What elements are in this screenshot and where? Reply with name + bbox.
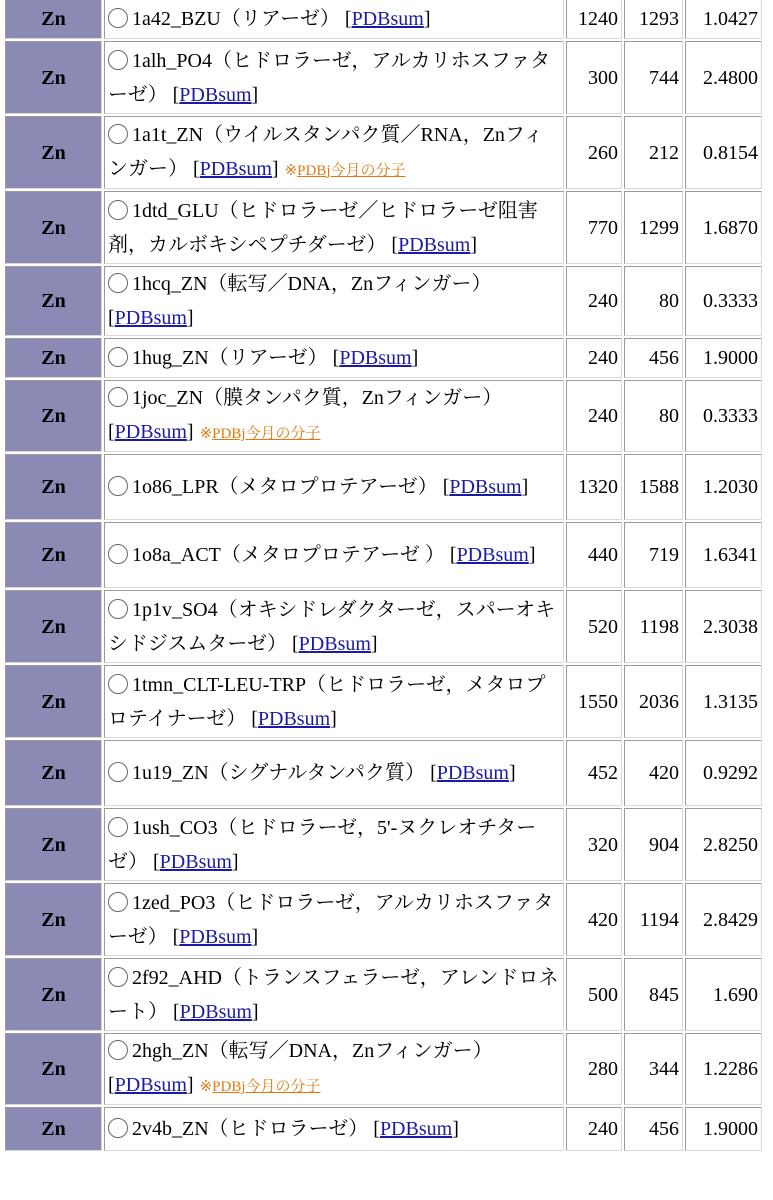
description-cell (104, 338, 564, 378)
count-cell-2: 1588 (624, 454, 683, 520)
count-cell-2: 1198 (624, 590, 683, 663)
entry-description: 1dtd_GLU（ヒドロラーゼ／ヒドロラーゼ阻害剤，カルボキシペプチダーゼ） (108, 199, 538, 256)
element-cell: Zn (5, 883, 102, 956)
pdbsum-link[interactable]: PDBsum (179, 83, 252, 106)
bracket-open: [ (292, 632, 299, 655)
count-cell-1: 1550 (566, 665, 622, 738)
table-row (5, 338, 762, 378)
ratio-cell: 1.9000 (685, 338, 762, 378)
count-cell-1: 240 (566, 380, 622, 452)
molecule-of-month-link[interactable]: PDBj今月の分子 (212, 426, 321, 442)
bracket-open: [ (251, 707, 258, 730)
count-cell-1: 1320 (566, 454, 622, 520)
entry-description: 1o8a_ACT（メタロプロテアーゼ ） (132, 544, 445, 566)
entry-description: 2v4b_ZN（ヒドロラーゼ） (132, 1118, 369, 1140)
select-radio[interactable] (108, 674, 128, 694)
bracket-close: ] (186, 307, 194, 329)
ratio-cell: 1.6341 (685, 522, 762, 588)
bracket-open: [ (373, 1118, 380, 1140)
count-cell-2: 212 (624, 116, 683, 189)
entry-description: 1zed_PO3（ヒドロラーゼ，アルカリホスファターゼ） (108, 891, 554, 948)
count-cell-1: 280 (566, 1033, 622, 1105)
pdbsum-link[interactable]: PDBsum (199, 157, 272, 180)
select-radio[interactable] (108, 50, 128, 70)
entry-description: 1p1v_SO4（オキシドレダクターゼ，スパーオキシドジスムターゼ） (108, 598, 556, 655)
count-cell-2: 344 (624, 1033, 683, 1105)
bracket-open: [ (332, 347, 340, 369)
ratio-cell: 0.8154 (685, 116, 762, 189)
description-cell (104, 522, 564, 588)
count-cell-2: 1293 (624, 0, 683, 39)
element-cell: Zn (5, 41, 102, 114)
description-cell (104, 454, 564, 520)
pdbsum-link[interactable]: PDBsum (436, 762, 509, 784)
entry-description: 1a1t_ZN（ウイルスタンパク質／RNA，Znフィンガー） (108, 123, 544, 180)
entry-description: 1a42_BZU（リアーゼ） (132, 8, 340, 30)
bracket-open: [ (108, 307, 115, 329)
table-row (5, 380, 762, 452)
bracket-open: [ (449, 544, 457, 566)
element-cell: Zn (5, 338, 102, 378)
select-radio[interactable] (108, 762, 128, 782)
ratio-cell: 0.3333 (685, 380, 762, 452)
entry-description: 2hgh_ZN（転写／DNA，Znフィンガー） (132, 1040, 493, 1062)
bracket-close: ] (330, 707, 337, 730)
bracket-open: [ (391, 233, 399, 256)
element-cell: Zn (5, 116, 102, 189)
pdbsum-link[interactable]: PDBsum (257, 707, 331, 730)
ligand-table (3, 0, 764, 1153)
table-row (5, 808, 762, 881)
description-cell (104, 958, 564, 1031)
table-row (5, 116, 762, 189)
count-cell-1: 320 (566, 808, 622, 881)
pdbsum-link[interactable]: PDBsum (449, 476, 522, 498)
select-radio[interactable] (108, 273, 128, 293)
ratio-cell: 1.9000 (685, 1107, 762, 1151)
molecule-of-month-note (200, 426, 321, 442)
ratio-cell: 1.690 (685, 958, 762, 1031)
count-cell-1: 1240 (566, 0, 622, 39)
molecule-of-month-link[interactable]: PDBj今月の分子 (212, 1079, 321, 1095)
entry-description: 1o86_LPR（メタロプロテアーゼ） (132, 476, 438, 498)
table-row (5, 665, 762, 738)
description-cell (104, 116, 564, 189)
pdbsum-link[interactable]: PDBsum (114, 421, 187, 443)
bracket-close: ] (186, 1074, 194, 1096)
element-cell: Zn (5, 808, 102, 881)
element-cell: Zn (5, 665, 102, 738)
ratio-cell: 0.3333 (685, 266, 762, 336)
pdbsum-link[interactable]: PDBsum (379, 1118, 453, 1140)
element-cell: Zn (5, 958, 102, 1031)
table-row (5, 1033, 762, 1105)
element-cell: Zn (5, 454, 102, 520)
bracket-close: ] (231, 850, 239, 873)
select-radio[interactable] (108, 967, 128, 987)
bracket-open: [ (108, 421, 115, 443)
table-row (5, 958, 762, 1031)
count-cell-1: 240 (566, 1107, 622, 1151)
bracket-close: ] (370, 632, 378, 655)
pdbsum-link[interactable]: PDBsum (159, 850, 232, 873)
description-cell (104, 1107, 564, 1151)
pdbsum-link[interactable]: PDBsum (298, 632, 371, 655)
entry-description: 2f92_AHD（トランスフェラーゼ，アレンドロネート） (108, 966, 559, 1023)
pdbsum-link[interactable]: PDBsum (114, 307, 187, 329)
description-cell (104, 1033, 564, 1105)
table-row (5, 454, 762, 520)
bracket-close: ] (452, 1118, 459, 1140)
count-cell-2: 719 (624, 522, 683, 588)
count-cell-2: 904 (624, 808, 683, 881)
select-radio[interactable] (108, 1118, 128, 1138)
pdbsum-link[interactable]: PDBsum (398, 233, 471, 256)
element-cell: Zn (5, 380, 102, 452)
table-row (5, 191, 762, 264)
count-cell-1: 260 (566, 116, 622, 189)
element-cell: Zn (5, 740, 102, 806)
pdbsum-link[interactable]: PDBsum (114, 1074, 187, 1096)
select-radio[interactable] (108, 200, 128, 220)
bracket-close: ] (521, 476, 529, 498)
description-cell (104, 808, 564, 881)
bracket-close: ] (423, 8, 431, 30)
molecule-of-month-note (200, 1079, 321, 1095)
bracket-close: ] (271, 157, 279, 180)
pdbsum-link[interactable]: PDBsum (351, 8, 424, 30)
ratio-cell: 2.4800 (685, 41, 762, 114)
count-cell-2: 80 (624, 266, 683, 336)
ratio-cell: 1.2286 (685, 1033, 762, 1105)
count-cell-2: 1299 (624, 191, 683, 264)
element-cell: Zn (5, 0, 102, 39)
count-cell-1: 770 (566, 191, 622, 264)
bracket-close: ] (411, 347, 419, 369)
description-cell (104, 740, 564, 806)
note-mark: ※ (199, 426, 213, 442)
count-cell-2: 456 (624, 338, 683, 378)
entry-description: 1joc_ZN（膜タンパク質，Znフィンガー） (132, 387, 503, 409)
bracket-open: [ (344, 8, 352, 30)
count-cell-1: 300 (566, 41, 622, 114)
select-radio[interactable] (108, 387, 128, 407)
bracket-close: ] (528, 544, 536, 566)
ratio-cell: 1.3135 (685, 665, 762, 738)
ligand-table-body (5, 0, 762, 1151)
element-cell: Zn (5, 590, 102, 663)
element-cell: Zn (5, 191, 102, 264)
count-cell-2: 845 (624, 958, 683, 1031)
ratio-cell: 1.6870 (685, 191, 762, 264)
description-cell (104, 191, 564, 264)
molecule-of-month-note (285, 163, 406, 179)
pdbsum-link[interactable]: PDBsum (179, 925, 252, 948)
description-cell (104, 41, 564, 114)
entry-description: 1ush_CO3（ヒドロラーゼ，5'-ヌクレオチターゼ） (108, 816, 537, 873)
entry-description: 1hcq_ZN（転写／DNA，Znフィンガー） (132, 273, 492, 295)
count-cell-1: 440 (566, 522, 622, 588)
bracket-open: [ (442, 476, 450, 498)
count-cell-1: 240 (566, 266, 622, 336)
bracket-close: ] (470, 233, 477, 256)
table-row (5, 590, 762, 663)
count-cell-1: 520 (566, 590, 622, 663)
bracket-open: [ (108, 1074, 115, 1096)
count-cell-2: 420 (624, 740, 683, 806)
description-cell (104, 0, 564, 39)
bracket-open: [ (172, 925, 180, 948)
count-cell-1: 452 (566, 740, 622, 806)
count-cell-2: 1194 (624, 883, 683, 956)
pdbsum-link[interactable]: PDBsum (179, 1000, 252, 1023)
entry-description: 1u19_ZN（シグナルタンパク質） (132, 762, 426, 784)
note-mark: ※ (284, 162, 298, 179)
ratio-cell: 1.2030 (685, 454, 762, 520)
table-row (5, 0, 762, 39)
select-radio[interactable] (108, 892, 128, 912)
count-cell-1: 500 (566, 958, 622, 1031)
ratio-cell: 1.0427 (685, 0, 762, 39)
bracket-open: [ (172, 83, 180, 106)
entry-description: 1hug_ZN（リアーゼ） (132, 347, 328, 369)
count-cell-2: 80 (624, 380, 683, 452)
description-cell (104, 883, 564, 956)
table-row (5, 1107, 762, 1151)
molecule-of-month-link[interactable]: PDBj今月の分子 (297, 162, 406, 179)
bracket-close: ] (251, 925, 259, 948)
table-row (5, 740, 762, 806)
count-cell-2: 2036 (624, 665, 683, 738)
table-row (5, 266, 762, 336)
select-radio[interactable] (108, 8, 128, 28)
pdbsum-link[interactable]: PDBsum (456, 544, 529, 566)
count-cell-1: 420 (566, 883, 622, 956)
table-row (5, 522, 762, 588)
table-row (5, 41, 762, 114)
note-mark: ※ (199, 1079, 213, 1095)
bracket-close: ] (251, 83, 259, 106)
select-radio[interactable] (108, 347, 128, 367)
element-cell: Zn (5, 1107, 102, 1151)
element-cell: Zn (5, 1033, 102, 1105)
description-cell (104, 590, 564, 663)
description-cell (104, 665, 564, 738)
bracket-open: [ (193, 157, 200, 180)
select-radio[interactable] (108, 817, 128, 837)
count-cell-2: 456 (624, 1107, 683, 1151)
ratio-cell: 0.9292 (685, 740, 762, 806)
count-cell-1: 240 (566, 338, 622, 378)
element-cell: Zn (5, 522, 102, 588)
bracket-close: ] (186, 421, 194, 443)
element-cell: Zn (5, 266, 102, 336)
bracket-close: ] (508, 762, 516, 784)
ratio-cell: 2.8250 (685, 808, 762, 881)
bracket-open: [ (173, 1000, 180, 1023)
entry-description: 1alh_PO4（ヒドロラーゼ，アルカリホスファターゼ） (108, 49, 551, 106)
ratio-cell: 2.8429 (685, 883, 762, 956)
description-cell (104, 380, 564, 452)
description-cell (104, 266, 564, 336)
bracket-close: ] (251, 1000, 259, 1023)
ratio-cell: 2.3038 (685, 590, 762, 663)
bracket-open: [ (153, 850, 160, 873)
count-cell-2: 744 (624, 41, 683, 114)
select-radio[interactable] (108, 1040, 128, 1060)
select-radio[interactable] (108, 544, 128, 564)
select-radio[interactable] (108, 599, 128, 619)
bracket-open: [ (430, 762, 437, 784)
table-row (5, 883, 762, 956)
select-radio[interactable] (108, 124, 128, 144)
entry-description: 1tmn_CLT-LEU-TRP（ヒドロラーゼ，メタロプロテイナーゼ） (108, 673, 546, 730)
pdbsum-link[interactable]: PDBsum (339, 347, 412, 369)
select-radio[interactable] (108, 476, 128, 496)
